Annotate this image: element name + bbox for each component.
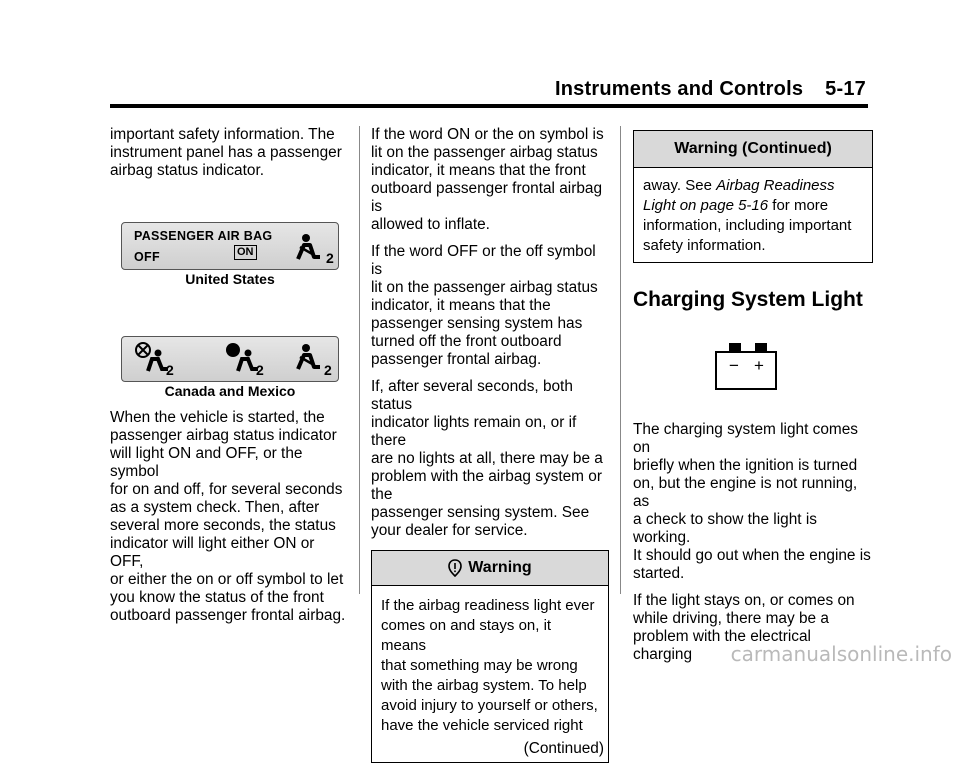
warning-continued-text bbox=[643, 176, 863, 256]
body-paragraph: When the vehicle is started, the passenger airbag status indicator will light ON and OFF, or the symbol for on and off, for several seconds as a system check. Then, after several more seconds, the status indicator will light either ON or OFF, or either the on or off symbol to let you know the status of the front outboard passenger frontal airbag. bbox=[110, 409, 346, 624]
column-3 bbox=[633, 126, 873, 673]
us-airbag-indicator-panel bbox=[121, 222, 339, 270]
panel-on-label: ON bbox=[234, 245, 257, 260]
canada-mexico-airbag-indicator-panel bbox=[121, 336, 339, 382]
us-caption: United States bbox=[185, 271, 275, 287]
page-number: 5-17 bbox=[825, 78, 866, 100]
panel-off-label: OFF bbox=[134, 250, 160, 264]
panel-label: PASSENGER AIR BAG bbox=[134, 229, 273, 243]
battery-minus: − bbox=[729, 356, 739, 375]
warning-text-post: for more information, including important safety information. bbox=[643, 197, 852, 254]
intro-paragraph: important safety information. The instrument panel has a passenger airbag status indicator. bbox=[110, 126, 342, 179]
seat-number: 2 bbox=[256, 362, 265, 378]
column-divider bbox=[359, 126, 360, 594]
battery-plus: + bbox=[754, 356, 764, 375]
continued-label: (Continued) bbox=[523, 740, 604, 757]
seat-number: 2 bbox=[324, 362, 333, 378]
charging-paragraph-2: If the light stays on, or comes on while driving, there may be a problem with the electrical charging bbox=[633, 592, 855, 663]
column-1 bbox=[110, 126, 350, 634]
header-rule bbox=[110, 104, 868, 108]
warning-box bbox=[371, 550, 609, 763]
on-status-paragraph: If the word ON or the on symbol is lit on the passenger airbag status indicator, it means that the front outboard passenger frontal airbag is allowed to inflate. bbox=[371, 126, 604, 233]
warning-header bbox=[372, 551, 608, 586]
page-header bbox=[555, 78, 866, 101]
off-status-paragraph: If the word OFF or the off symbol is lit on the passenger airbag status indicator, it means that the passenger sensing system has turned off the front outboard passenger frontal airbag. bbox=[371, 243, 598, 368]
section-heading: Charging System Light bbox=[633, 288, 863, 311]
charging-paragraph-1: The charging system light comes on briefly when the ignition is turned on, but the engine is not running, as a check to show the light is working. It should go out when the engine is started. bbox=[633, 421, 871, 582]
warning-text: If the airbag readiness light ever comes on and stays on, it means that something may be wrong with the airbag system. To help avoid injury to yourself or others, have the vehicle serviced right bbox=[381, 597, 598, 734]
cross-reference-link[interactable]: Airbag Readiness Light on page 5-16 bbox=[643, 177, 835, 214]
warning-title: Warning bbox=[468, 559, 532, 576]
seat-number: 2 bbox=[326, 250, 335, 266]
seat-number: 2 bbox=[166, 362, 175, 378]
fault-paragraph: If, after several seconds, both status indicator lights remain on, or if there are no lights at all, there may be a problem with the airbag system or the passenger sensing system. See your dealer for service. bbox=[371, 378, 603, 539]
warning-continued-box bbox=[633, 130, 873, 263]
section-title: Instruments and Controls bbox=[555, 78, 804, 100]
column-2 bbox=[371, 126, 609, 763]
battery-icon bbox=[715, 343, 781, 393]
warning-continued-header: Warning (Continued) bbox=[634, 131, 872, 168]
watermark: carmanualsonline.info bbox=[730, 642, 952, 666]
canada-mexico-caption: Canada and Mexico bbox=[164, 383, 296, 399]
warning-text-pre: away. See bbox=[643, 177, 717, 194]
column-divider bbox=[620, 126, 621, 594]
warning-icon bbox=[448, 559, 462, 577]
